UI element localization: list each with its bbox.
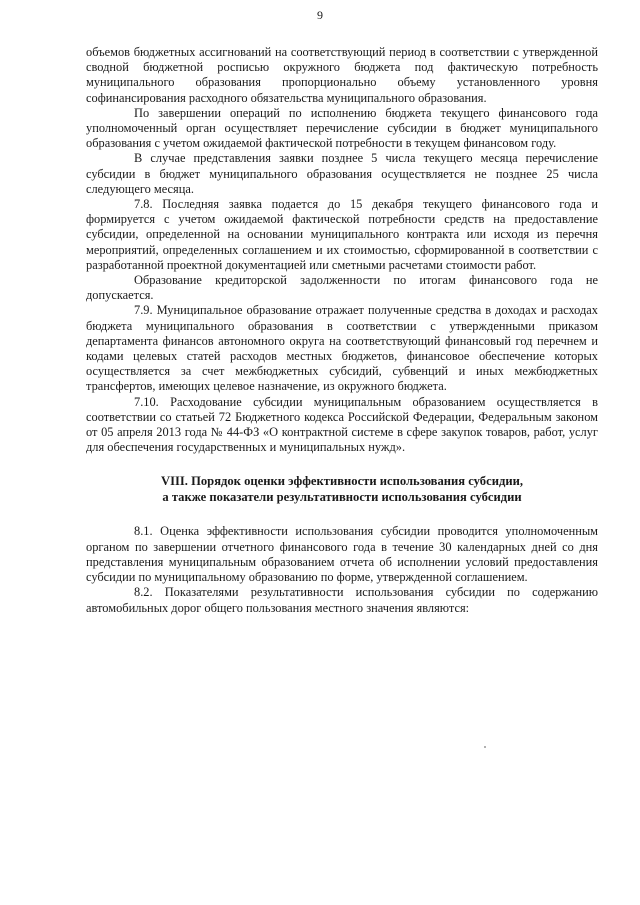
paragraph-late-application: В случае представления заявки позднее 5 числа текущего месяца перечисление субсидии в бюджет муниципального образования осуществляется не позднее 25 числа следующего месяца. (86, 151, 598, 196)
paragraph-creditor-debt: Образование кредиторской задолженности по итогам финансового года не допускается. (86, 273, 598, 303)
paragraph-7-10: 7.10. Расходование субсидии муниципальным образованием осуществляется в соответствии со статьей 72 Бюджетного кодекса Российской Федерации, Федеральным законом от 05 апреля 2013 года № 44-ФЗ «О контрактной системе в сфере закупок товаров, работ, услуг для обеспечения государственных и муниципальных нужд». (86, 394, 598, 455)
paragraph-budget-completion: По завершении операций по исполнению бюджета текущего финансового года уполномоченный орган осуществляет перечисление субсидии в бюджет муниципального образования с учетом ожидаемой фактической потребности в текущем финансовом году. (86, 105, 598, 151)
paragraph-8-2: 8.2. Показателями результативности использования субсидии по содержанию автомобильных дорог общего пользования местного значения являются: (86, 585, 598, 615)
paragraph-8-1: 8.1. Оценка эффективности использования субсидии проводится уполномоченным органом по завершении отчетного финансового года в течение 30 календарных дней со дня представления муниципальным образованием отчета об исполнении условий предоставления субсидии по муниципальному образованию по форме, утвержденной соглашением. (86, 524, 598, 585)
section-heading-line-1: VIII. Порядок оценки эффективности использования субсидии, (161, 474, 523, 489)
page-number: 9 (317, 8, 323, 22)
section-heading-viii (86, 474, 598, 505)
paragraph-7-9: 7.9. Муниципальное образование отражает полученные средства в доходах и расходах бюджета муниципального образования в соответствии с утвержденными приказом департамента финансов автономного округа на соответствующий финансовый год перечнем и кодами целевых статей расходов местных бюджетов, финансовое обеспечение которых осуществляется за счет межбюджетных субсидий, субвенций и иных межбюджетных трансфертов, имеющих целевое назначение, из окружного бюджета. (86, 303, 598, 394)
section-heading-line-2: а также показатели результативности использования субсидии (162, 489, 522, 504)
paragraph-7-8: 7.8. Последняя заявка подается до 15 декабря текущего финансового года и формируется с учетом ожидаемой фактической потребности средств на предоставление субсидии, определенной на основании муниципального контракта или исходя из перечня мероприятий, определенных соглашением и их стоимостью, сформированной в соответствии с разработанной проектной документацией или сметными расчетами стоимости работ. (86, 197, 598, 272)
document-body (86, 45, 598, 616)
paragraph-continuation: объемов бюджетных ассигнований на соответствующий период в соответствии с утвержденной сводной бюджетной росписью окружного бюджета под фактическую потребность муниципального образования пропорционально объему установленного уровня софинансирования расходного обязательства муниципального образования. (86, 45, 598, 105)
scan-speck (484, 746, 486, 748)
